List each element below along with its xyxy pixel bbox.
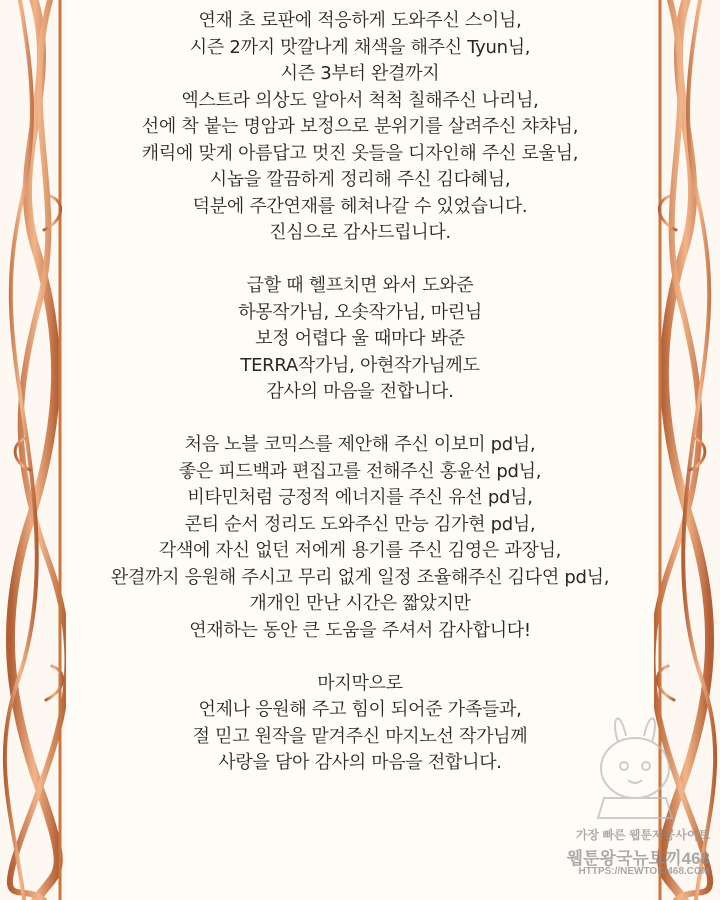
text-line: 마지막으로 [317, 672, 403, 694]
text-line: 연재 초 로판에 적응하게 도와주신 스이님, [198, 10, 522, 31]
text-line: 시즌 3부터 완결까지 [280, 63, 440, 84]
paragraph-gap [66, 644, 654, 671]
text-line: 완결까지 응원해 주시고 무리 없게 일정 조율해주신 김다연 pd님, [110, 566, 610, 588]
text-line: 엑스트라 의상도 알아서 척척 칠해주신 나리님, [181, 89, 539, 111]
text-line: 캐릭에 맞게 아름답고 멋진 옷들을 디자인해 주신 로울님, [141, 142, 579, 164]
watermark-line-3: HTTPS://NEWTOKI468.COM [578, 866, 710, 877]
text-line: 사랑을 담아 감사의 마음을 전합니다. [218, 752, 502, 773]
text-line: 언제나 응원해 주고 힘이 되어준 가족들과, [198, 699, 522, 720]
text-line: 덕분에 주간연재를 헤쳐나갈 수 있었습니다. [192, 195, 528, 217]
text-line: 하몽작가님, 오솟작가님, 마린님 [238, 301, 482, 323]
text-line: 연재하는 동안 큰 도움을 주셔서 감사합니다! [189, 619, 531, 641]
text-line: 보정 어렵다 울 때마다 봐준 [255, 328, 465, 349]
text-line: 진심으로 감사드립니다. [269, 222, 451, 243]
text-line: 선에 착 붙는 명암과 보정으로 분위기를 살려주신 챠챠님, [141, 116, 579, 137]
afterword-text [66, 8, 654, 777]
text-line: 감사의 마음을 전합니다. [266, 381, 454, 402]
paragraph-gap [66, 406, 654, 433]
text-line: 비타민처럼 긍정적 에너지를 주신 유선 pd님, [187, 487, 533, 508]
text-line: 각색에 자신 없던 저에게 용기를 주신 김영은 과장님, [158, 540, 562, 561]
watermark-line-2: 웹툰왕국뉴토끼468 [566, 849, 710, 868]
text-line: 처음 노블 코믹스를 제안해 주신 이보미 pd님, [184, 434, 536, 455]
watermark-line-1: 가장 빠른 웹툰제공사이트 [575, 828, 710, 842]
text-line: 급할 때 헬프치면 와서 도와준 [246, 275, 474, 296]
text-line: 시놉을 깔끔하게 정리해 주신 김다혜님, [209, 169, 511, 190]
text-line: 개개인 만난 시간은 짧았지만 [249, 593, 471, 614]
text-line: TERRA작가님, 아현작가님께도 [240, 354, 480, 376]
text-line: 절 믿고 원작을 맡겨주신 마지노선 작가님께 [192, 725, 528, 747]
text-line: 시즌 2까지 맛깔나게 채색을 해주신 Tyun님, [189, 36, 531, 58]
text-line: 좋은 피드백과 편집고를 전해주신 홍윤선 pd님, [178, 460, 542, 482]
paragraph-gap [66, 247, 654, 274]
text-line: 콘티 순서 정리도 도와주신 만능 김가현 pd님, [184, 513, 536, 535]
